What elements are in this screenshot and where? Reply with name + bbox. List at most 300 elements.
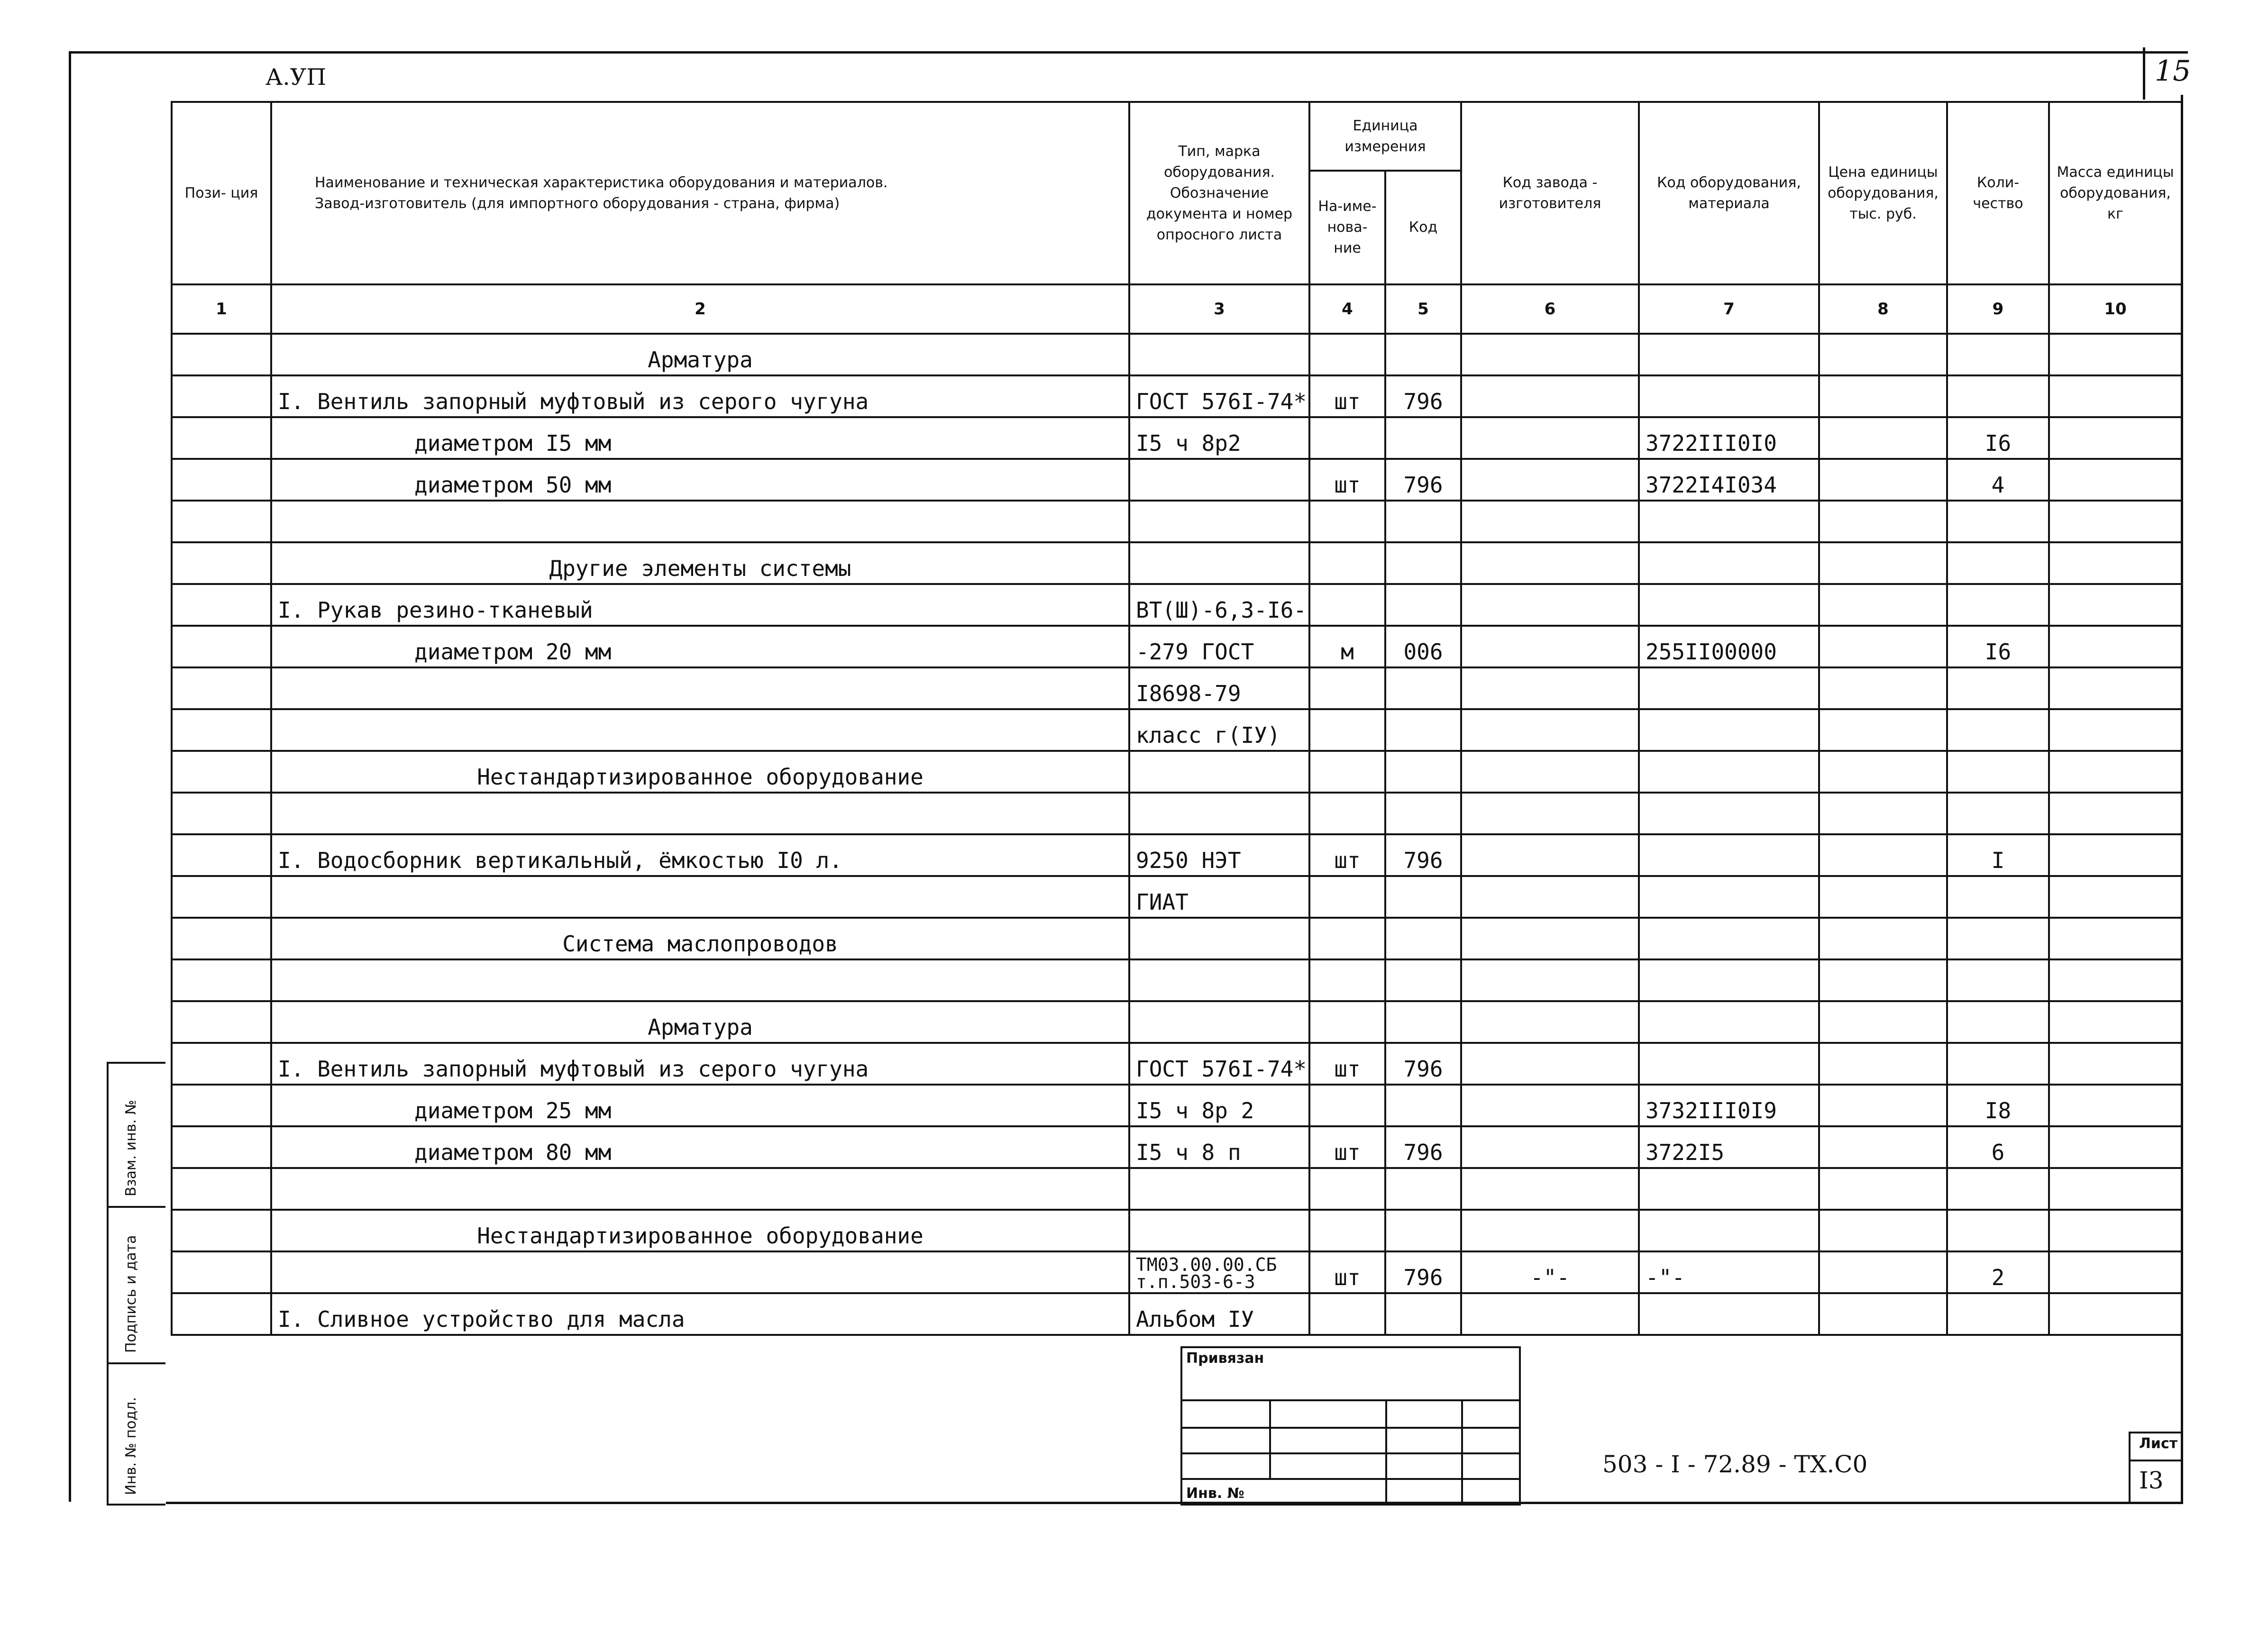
handwritten-sheet-mark: 15 <box>2155 55 2191 88</box>
cell-plant-code <box>1461 1085 1639 1126</box>
table-row <box>172 1043 2182 1085</box>
cell-quantity <box>1947 334 2049 375</box>
cell-mass <box>2049 1168 2182 1210</box>
equipment-specification-table <box>171 101 2183 1336</box>
cell-plant-code <box>1461 876 1639 918</box>
cell-unit-code <box>1385 876 1461 918</box>
cell-name: Арматура <box>271 1001 1129 1043</box>
side-stamp-signature-date: Подпись и дата <box>123 1235 139 1353</box>
cell-mass <box>2049 959 2182 1001</box>
table-row <box>172 1168 2182 1210</box>
cell-price <box>1819 918 1947 959</box>
cell-unit-code <box>1385 709 1461 751</box>
table-row <box>172 334 2182 375</box>
cell-price <box>1819 1001 1947 1043</box>
cell-plant-code <box>1461 918 1639 959</box>
cell-name <box>271 793 1129 834</box>
cell-plant-code <box>1461 1293 1639 1335</box>
cell-unit-name <box>1309 334 1385 375</box>
cell-mass <box>2049 626 2182 667</box>
cell-price <box>1819 709 1947 751</box>
cell-type <box>1129 793 1309 834</box>
cell-plant-code <box>1461 1210 1639 1251</box>
cell-price <box>1819 793 1947 834</box>
cell-position <box>172 667 271 709</box>
cell-mass <box>2049 1251 2182 1293</box>
cell-unit-name <box>1309 501 1385 542</box>
cell-unit-code <box>1385 667 1461 709</box>
col-header-position: Пози- ция <box>172 102 271 284</box>
cell-equipment-code <box>1639 1293 1819 1335</box>
cell-type <box>1129 751 1309 793</box>
cell-unit-code <box>1385 1293 1461 1335</box>
cell-plant-code: -"- <box>1461 1251 1639 1293</box>
cell-name <box>271 959 1129 1001</box>
cell-mass <box>2049 1293 2182 1335</box>
col-number: 3 <box>1129 284 1309 334</box>
col-header-unit-code: Код <box>1385 171 1461 284</box>
cell-quantity: 4 <box>1947 459 2049 501</box>
side-stamp-cell <box>109 1064 165 1208</box>
cell-price <box>1819 1210 1947 1251</box>
cell-mass <box>2049 542 2182 584</box>
cell-plant-code <box>1461 542 1639 584</box>
table-row <box>172 793 2182 834</box>
cell-type: ГИАТ <box>1129 876 1309 918</box>
col-header-price: Цена единицы оборудования, тыс. руб. <box>1819 102 1947 284</box>
cell-position <box>172 1293 271 1335</box>
binding-stamp-inv-label: Инв. № <box>1186 1485 1244 1502</box>
cell-unit-name <box>1309 876 1385 918</box>
cell-price <box>1819 375 1947 417</box>
col-header-unit: Единица измерения <box>1309 102 1461 171</box>
cell-position <box>172 626 271 667</box>
cell-position <box>172 417 271 459</box>
table-row <box>172 1251 2182 1293</box>
cell-name: Другие элементы системы <box>271 542 1129 584</box>
cell-position <box>172 1085 271 1126</box>
cell-equipment-code: 3722III0I0 <box>1639 417 1819 459</box>
cell-unit-code <box>1385 1085 1461 1126</box>
cell-price <box>1819 1085 1947 1126</box>
table-row <box>172 375 2182 417</box>
cell-quantity <box>1947 959 2049 1001</box>
cell-unit-code: 796 <box>1385 1043 1461 1085</box>
cell-unit-name <box>1309 1210 1385 1251</box>
cell-unit-code <box>1385 1001 1461 1043</box>
table-row <box>172 751 2182 793</box>
binding-stamp-title: Привязан <box>1186 1350 1264 1367</box>
cell-equipment-code: 255II00000 <box>1639 626 1819 667</box>
cell-name: I. Рукав резино-тканевый <box>271 584 1129 626</box>
cell-plant-code <box>1461 709 1639 751</box>
cell-unit-code <box>1385 334 1461 375</box>
cell-equipment-code <box>1639 918 1819 959</box>
cell-unit-name: шт <box>1309 459 1385 501</box>
cell-plant-code <box>1461 375 1639 417</box>
cell-price <box>1819 1293 1947 1335</box>
side-stamp-cell <box>109 1362 165 1504</box>
table-row <box>172 918 2182 959</box>
cell-unit-code <box>1385 417 1461 459</box>
cell-type: 9250 НЭТ <box>1129 834 1309 876</box>
cell-quantity <box>1947 1001 2049 1043</box>
col-header-plant-code: Код завода - изготовителя <box>1461 102 1639 284</box>
cell-unit-code <box>1385 793 1461 834</box>
sheet-label: Лист <box>2139 1435 2178 1452</box>
cell-mass <box>2049 876 2182 918</box>
cell-price <box>1819 959 1947 1001</box>
cell-quantity <box>1947 751 2049 793</box>
cell-position <box>172 375 271 417</box>
cell-unit-name: шт <box>1309 1043 1385 1085</box>
cell-price <box>1819 834 1947 876</box>
col-number: 5 <box>1385 284 1461 334</box>
cell-plant-code <box>1461 417 1639 459</box>
cell-price <box>1819 584 1947 626</box>
cell-type: класс г(IУ) <box>1129 709 1309 751</box>
cell-position <box>172 709 271 751</box>
cell-type: ГОСТ 576I-74* <box>1129 1043 1309 1085</box>
col-number: 4 <box>1309 284 1385 334</box>
cell-quantity <box>1947 876 2049 918</box>
cell-equipment-code <box>1639 1001 1819 1043</box>
cell-price <box>1819 334 1947 375</box>
col-header-unit-name: На-име-нова-ние <box>1309 171 1385 284</box>
cell-unit-code <box>1385 959 1461 1001</box>
cell-unit-name: шт <box>1309 1126 1385 1168</box>
frame-top-line <box>69 51 2188 54</box>
cell-name: Арматура <box>271 334 1129 375</box>
col-number: 9 <box>1947 284 2049 334</box>
cell-quantity: I6 <box>1947 417 2049 459</box>
cell-equipment-code <box>1639 375 1819 417</box>
table-row <box>172 1001 2182 1043</box>
side-approval-stamp <box>107 1062 165 1506</box>
cell-equipment-code: 3722I5 <box>1639 1126 1819 1168</box>
cell-name: Нестандартизированное оборудование <box>271 751 1129 793</box>
cell-mass <box>2049 834 2182 876</box>
cell-plant-code <box>1461 793 1639 834</box>
cell-price <box>1819 667 1947 709</box>
col-header-quantity: Коли-чество <box>1947 102 2049 284</box>
cell-unit-name <box>1309 1001 1385 1043</box>
cell-equipment-code: -"- <box>1639 1251 1819 1293</box>
cell-position <box>172 793 271 834</box>
cell-position <box>172 1126 271 1168</box>
cell-type <box>1129 1168 1309 1210</box>
cell-equipment-code <box>1639 876 1819 918</box>
cell-type <box>1129 542 1309 584</box>
corner-divider <box>2143 47 2145 100</box>
cell-quantity <box>1947 667 2049 709</box>
cell-unit-name <box>1309 417 1385 459</box>
cell-price <box>1819 542 1947 584</box>
col-number: 6 <box>1461 284 1639 334</box>
cell-quantity <box>1947 1043 2049 1085</box>
cell-position <box>172 1251 271 1293</box>
cell-type: I5 ч 8р 2 <box>1129 1085 1309 1126</box>
cell-unit-name: шт <box>1309 1251 1385 1293</box>
cell-plant-code <box>1461 1043 1639 1085</box>
binding-stamp-grid <box>1182 1348 1519 1504</box>
cell-price <box>1819 501 1947 542</box>
cell-name: Система маслопроводов <box>271 918 1129 959</box>
cell-unit-code: 796 <box>1385 834 1461 876</box>
cell-unit-name <box>1309 709 1385 751</box>
cell-plant-code <box>1461 667 1639 709</box>
cell-mass <box>2049 501 2182 542</box>
sheet-number: I3 <box>2139 1467 2164 1494</box>
cell-plant-code <box>1461 584 1639 626</box>
cell-position <box>172 1001 271 1043</box>
cell-unit-name: м <box>1309 626 1385 667</box>
cell-unit-name <box>1309 542 1385 584</box>
cell-mass <box>2049 1043 2182 1085</box>
cell-quantity: I <box>1947 834 2049 876</box>
cell-plant-code <box>1461 626 1639 667</box>
cell-price <box>1819 1043 1947 1085</box>
cell-quantity <box>1947 918 2049 959</box>
cell-mass <box>2049 667 2182 709</box>
cell-quantity <box>1947 501 2049 542</box>
cell-unit-code <box>1385 501 1461 542</box>
cell-name: I. Вентиль запорный муфтовый из серого чугуна <box>271 1043 1129 1085</box>
cell-plant-code <box>1461 834 1639 876</box>
cell-plant-code <box>1461 1168 1639 1210</box>
cell-equipment-code: 3732III0I9 <box>1639 1085 1819 1126</box>
cell-plant-code <box>1461 751 1639 793</box>
table-row <box>172 834 2182 876</box>
cell-equipment-code <box>1639 1043 1819 1085</box>
cell-quantity: 6 <box>1947 1126 2049 1168</box>
cell-equipment-code <box>1639 709 1819 751</box>
col-header-name: Наименование и техническая характеристика оборудования и материалов. Завод-изготовитель (для импортного оборудования - страна, фирма) <box>271 102 1129 284</box>
frame-left-line <box>69 51 71 1502</box>
table-row <box>172 876 2182 918</box>
document-code: 503 - I - 72.89 - ТХ.С0 <box>1602 1451 1868 1478</box>
cell-unit-name: шт <box>1309 834 1385 876</box>
col-number: 2 <box>271 284 1129 334</box>
cell-unit-code: 796 <box>1385 459 1461 501</box>
col-header-mass: Масса единицы оборудования, кг <box>2049 102 2182 284</box>
cell-name: диаметром 80 мм <box>271 1126 1129 1168</box>
cell-type: I5 ч 8р2 <box>1129 417 1309 459</box>
cell-position <box>172 751 271 793</box>
col-number: 10 <box>2049 284 2182 334</box>
cell-quantity <box>1947 709 2049 751</box>
cell-unit-code <box>1385 584 1461 626</box>
cell-name: I. Вентиль запорный муфтовый из серого чугуна <box>271 375 1129 417</box>
cell-unit-name <box>1309 959 1385 1001</box>
cell-equipment-code <box>1639 334 1819 375</box>
cell-mass <box>2049 334 2182 375</box>
cell-position <box>172 1168 271 1210</box>
cell-type <box>1129 959 1309 1001</box>
cell-mass <box>2049 584 2182 626</box>
cell-position <box>172 501 271 542</box>
cell-plant-code <box>1461 959 1639 1001</box>
cell-unit-name <box>1309 918 1385 959</box>
cell-unit-name <box>1309 1293 1385 1335</box>
table-row <box>172 1085 2182 1126</box>
cell-quantity: I6 <box>1947 626 2049 667</box>
cell-quantity <box>1947 1210 2049 1251</box>
cell-unit-name <box>1309 667 1385 709</box>
table-row <box>172 417 2182 459</box>
cell-position <box>172 918 271 959</box>
cell-name: диаметром 25 мм <box>271 1085 1129 1126</box>
cell-quantity <box>1947 542 2049 584</box>
cell-quantity: I8 <box>1947 1085 2049 1126</box>
cell-price <box>1819 417 1947 459</box>
cell-quantity <box>1947 375 2049 417</box>
cell-mass <box>2049 375 2182 417</box>
cell-equipment-code <box>1639 959 1819 1001</box>
cell-type <box>1129 501 1309 542</box>
cell-name: диаметром I5 мм <box>271 417 1129 459</box>
cell-price <box>1819 876 1947 918</box>
cell-equipment-code <box>1639 1210 1819 1251</box>
cell-price <box>1819 751 1947 793</box>
cell-name <box>271 1168 1129 1210</box>
cell-name <box>271 876 1129 918</box>
column-number-row <box>172 284 2182 334</box>
cell-price <box>1819 459 1947 501</box>
cell-plant-code <box>1461 1126 1639 1168</box>
cell-type: I5 ч 8 п <box>1129 1126 1309 1168</box>
cell-name: Нестандартизированное оборудование <box>271 1210 1129 1251</box>
side-stamp-original-inv: Инв. № подл. <box>123 1397 139 1495</box>
cell-quantity: 2 <box>1947 1251 2049 1293</box>
cell-quantity <box>1947 793 2049 834</box>
cell-position <box>172 1210 271 1251</box>
col-header-type: Тип, марка оборудования. Обозначение документа и номер опросного листа <box>1129 102 1309 284</box>
cell-equipment-code <box>1639 793 1819 834</box>
cell-name: диаметром 50 мм <box>271 459 1129 501</box>
cell-plant-code <box>1461 459 1639 501</box>
cell-equipment-code <box>1639 751 1819 793</box>
cell-type <box>1129 918 1309 959</box>
cell-equipment-code <box>1639 667 1819 709</box>
cell-quantity <box>1947 1293 2049 1335</box>
cell-mass <box>2049 751 2182 793</box>
cell-unit-code <box>1385 751 1461 793</box>
cell-unit-name <box>1309 584 1385 626</box>
sheet-box-divider <box>2131 1460 2183 1461</box>
cell-name <box>271 501 1129 542</box>
table-header <box>172 102 2182 334</box>
cell-price <box>1819 1126 1947 1168</box>
col-number: 7 <box>1639 284 1819 334</box>
cell-plant-code <box>1461 1001 1639 1043</box>
cell-mass <box>2049 1126 2182 1168</box>
cell-type <box>1129 334 1309 375</box>
table-row <box>172 584 2182 626</box>
cell-plant-code <box>1461 501 1639 542</box>
cell-quantity <box>1947 1168 2049 1210</box>
cell-name <box>271 1251 1129 1293</box>
cell-unit-code: 006 <box>1385 626 1461 667</box>
cell-mass <box>2049 918 2182 959</box>
sheet-header-label: А.УП <box>265 64 327 91</box>
cell-price <box>1819 1251 1947 1293</box>
cell-unit-name <box>1309 751 1385 793</box>
cell-position <box>172 959 271 1001</box>
table-row <box>172 1293 2182 1335</box>
cell-mass <box>2049 1210 2182 1251</box>
cell-unit-code: 796 <box>1385 375 1461 417</box>
side-stamp-replacement-inv: Взам. инв. № <box>123 1100 139 1196</box>
cell-mass <box>2049 1085 2182 1126</box>
cell-mass <box>2049 459 2182 501</box>
cell-position <box>172 542 271 584</box>
cell-equipment-code <box>1639 584 1819 626</box>
cell-unit-code <box>1385 542 1461 584</box>
cell-name: I. Водосборник вертикальный, ёмкостью I0 л. <box>271 834 1129 876</box>
cell-mass <box>2049 417 2182 459</box>
sheet-number-box <box>2129 1432 2183 1504</box>
cell-position <box>172 459 271 501</box>
cell-unit-code: 796 <box>1385 1126 1461 1168</box>
cell-unit-name <box>1309 793 1385 834</box>
col-number: 8 <box>1819 284 1947 334</box>
cell-type: ГОСТ 576I-74* <box>1129 375 1309 417</box>
cell-mass <box>2049 709 2182 751</box>
cell-mass <box>2049 793 2182 834</box>
cell-price <box>1819 626 1947 667</box>
cell-quantity <box>1947 584 2049 626</box>
cell-unit-name: шт <box>1309 375 1385 417</box>
table-row <box>172 1210 2182 1251</box>
cell-type <box>1129 1210 1309 1251</box>
cell-price <box>1819 1168 1947 1210</box>
cell-name <box>271 667 1129 709</box>
cell-type: I8698-79 <box>1129 667 1309 709</box>
cell-position <box>172 876 271 918</box>
frame-bottom-line <box>166 1502 2183 1504</box>
col-number: 1 <box>172 284 271 334</box>
cell-position <box>172 834 271 876</box>
cell-name <box>271 709 1129 751</box>
table-body <box>172 334 2182 1335</box>
cell-equipment-code: 3722I4I034 <box>1639 459 1819 501</box>
cell-name: диаметром 20 мм <box>271 626 1129 667</box>
table-row <box>172 1126 2182 1168</box>
side-stamp-cell <box>109 1206 165 1364</box>
cell-equipment-code <box>1639 501 1819 542</box>
cell-unit-name <box>1309 1168 1385 1210</box>
cell-mass <box>2049 1001 2182 1043</box>
col-header-equipment-code: Код оборудования, материала <box>1639 102 1819 284</box>
table-row <box>172 501 2182 542</box>
table-row <box>172 709 2182 751</box>
cell-plant-code <box>1461 334 1639 375</box>
cell-equipment-code <box>1639 1168 1819 1210</box>
binding-stamp <box>1180 1346 1521 1506</box>
cell-equipment-code <box>1639 542 1819 584</box>
table-row <box>172 459 2182 501</box>
cell-unit-code: 796 <box>1385 1251 1461 1293</box>
cell-type: ВТ(Ш)-6,3-I6- <box>1129 584 1309 626</box>
cell-position <box>172 1043 271 1085</box>
table-row <box>172 542 2182 584</box>
cell-type <box>1129 1001 1309 1043</box>
cell-type <box>1129 459 1309 501</box>
cell-unit-code <box>1385 1210 1461 1251</box>
cell-position <box>172 584 271 626</box>
cell-name: I. Сливное устройство для масла <box>271 1293 1129 1335</box>
